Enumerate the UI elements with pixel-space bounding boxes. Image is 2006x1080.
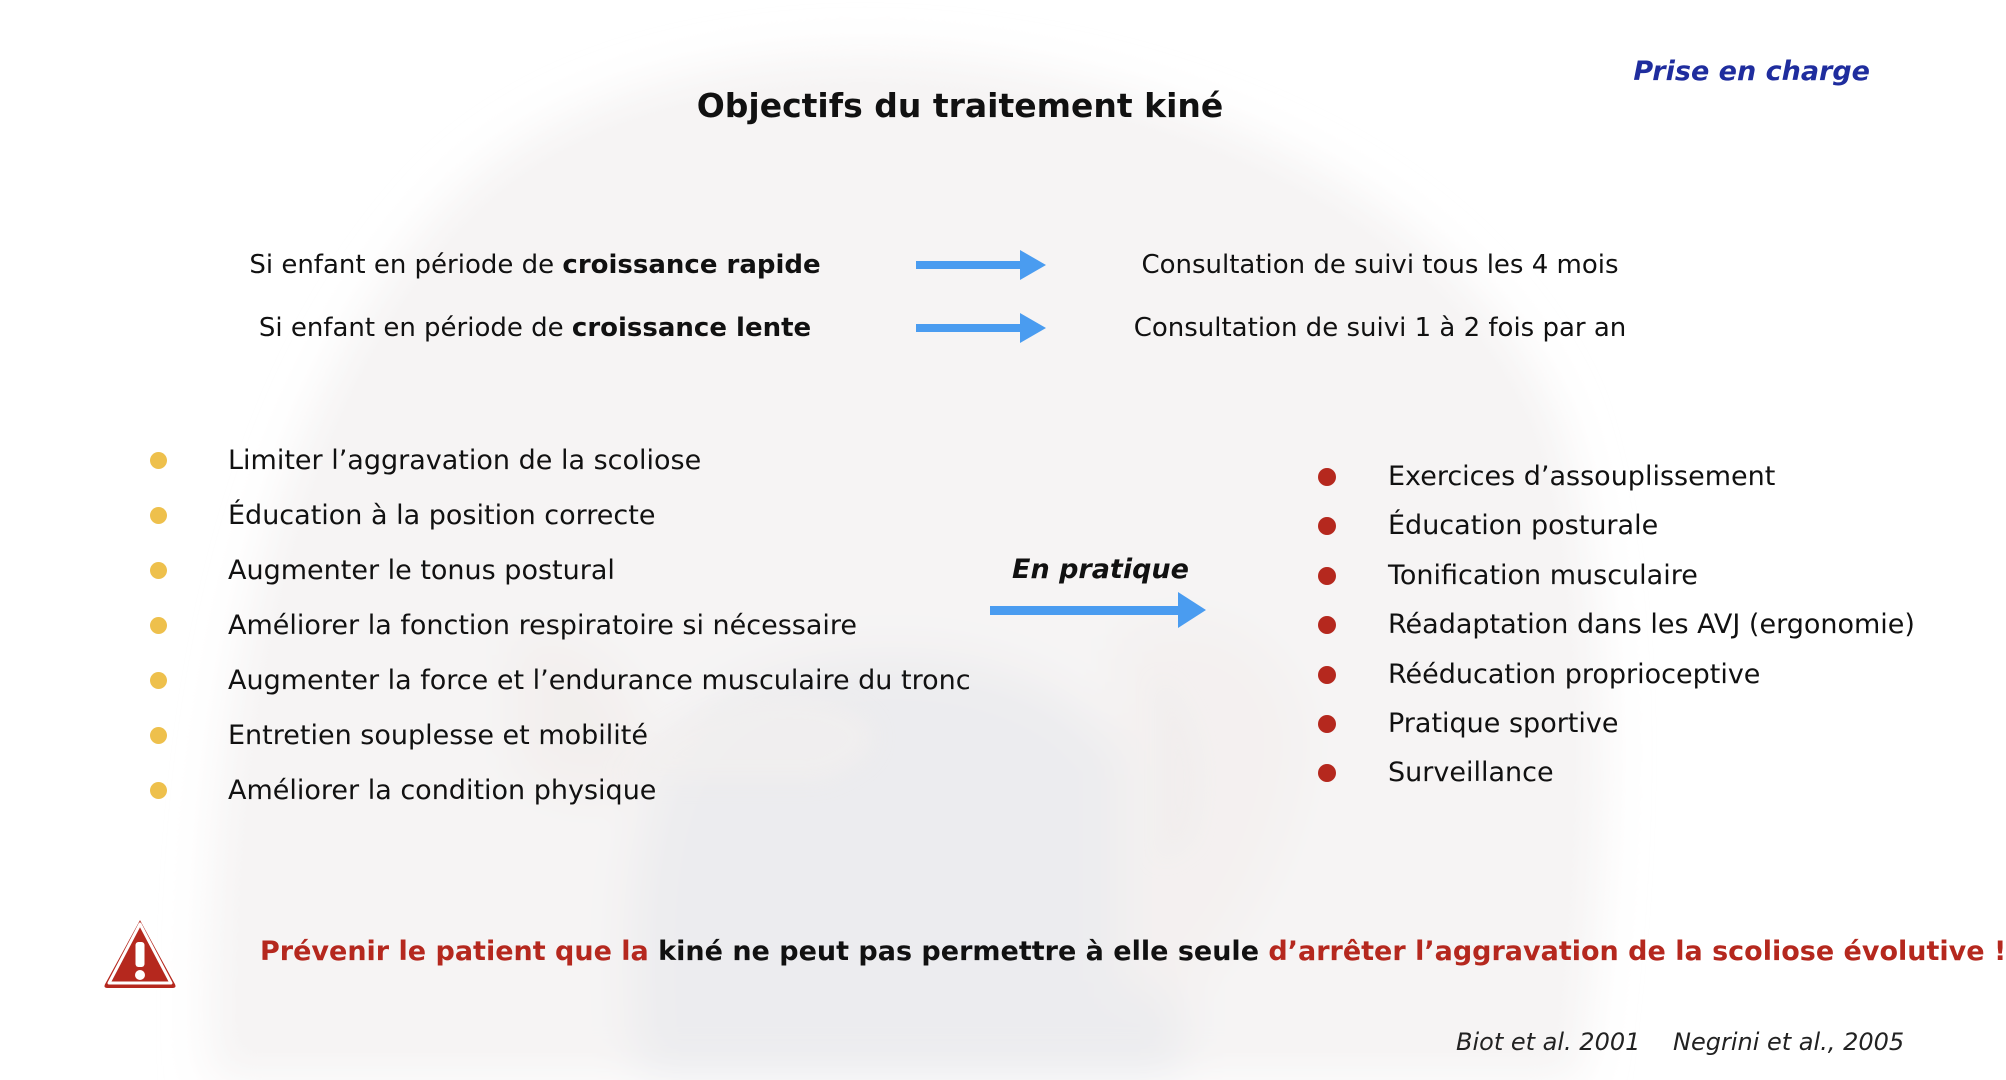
- list-item: [1318, 551, 1915, 600]
- list-item: [146, 653, 971, 708]
- objective-text: Améliorer la condition physique: [228, 775, 657, 806]
- practice-text: Rééducation proprioceptive: [1388, 658, 1761, 690]
- list-item: [1318, 748, 1915, 797]
- growth-condition-emphasis: croissance rapide: [562, 250, 821, 280]
- objective-text: Améliorer la fonction respiratoire si nécessaire: [228, 610, 858, 641]
- list-item: [146, 543, 971, 598]
- warning-triangle-icon: [100, 914, 180, 992]
- bullet-dot-icon: [150, 562, 167, 579]
- list-item: [146, 488, 971, 543]
- bullet-dot-icon: [150, 782, 167, 799]
- growth-condition: [230, 235, 840, 295]
- objective-text: Éducation à la position correcte: [228, 500, 656, 531]
- warning-part-2: kiné ne peut pas permettre à elle seule: [658, 936, 1269, 967]
- section-tag: Prise en charge: [1633, 56, 1870, 87]
- bullet-dot-icon: [150, 617, 167, 634]
- bullet-dot-icon: [150, 727, 167, 744]
- arrow-right-icon: [916, 250, 1046, 280]
- slide-title: Objectifs du traitement kiné: [696, 86, 1224, 125]
- practice-text: Éducation posturale: [1388, 510, 1659, 542]
- list-item: [1318, 650, 1915, 699]
- list-item: [146, 708, 971, 763]
- practice-text: Exercices d’assouplissement: [1388, 461, 1776, 492]
- practice-text: Réadaptation dans les AVJ (ergonomie): [1388, 609, 1915, 641]
- bullet-dot-icon: [1318, 616, 1336, 634]
- reference-citation: Biot et al. 2001: [1456, 1028, 1641, 1056]
- warning-message: [260, 936, 2006, 967]
- practice-list: [1318, 452, 1915, 798]
- en-pratique-label: En pratique: [1012, 554, 1189, 585]
- growth-condition-prefix: Si enfant en période de: [258, 313, 572, 343]
- growth-result: Consultation de suivi 1 à 2 fois par an: [1133, 313, 1627, 343]
- practice-text: Pratique sportive: [1388, 707, 1619, 739]
- practice-text: Surveillance: [1388, 757, 1554, 789]
- arrow-right-icon: [916, 313, 1046, 343]
- list-item: [146, 763, 971, 818]
- bullet-dot-icon: [150, 452, 167, 469]
- bullet-dot-icon: [1318, 666, 1336, 684]
- objective-text: Entretien souplesse et mobilité: [228, 720, 648, 751]
- list-item: [146, 433, 971, 488]
- growth-condition-prefix: Si enfant en période de: [249, 250, 563, 280]
- objective-text: Limiter l’aggravation de la scoliose: [228, 445, 702, 476]
- objective-text: Augmenter le tonus postural: [228, 555, 615, 586]
- growth-condition: [230, 298, 840, 358]
- list-item: [1318, 699, 1915, 748]
- reference-citation: Negrini et al., 2005: [1673, 1028, 1905, 1056]
- bullet-dot-icon: [1318, 567, 1336, 585]
- objectives-list: [146, 433, 971, 818]
- growth-rule-row: [0, 235, 1920, 295]
- bullet-dot-icon: [1318, 517, 1336, 535]
- warning-part-3: d’arrêter l’aggravation de la scoliose évolutive !: [1268, 936, 2006, 967]
- growth-result: Consultation de suivi tous les 4 mois: [1141, 250, 1619, 280]
- objective-text: Augmenter la force et l’endurance musculaire du tronc: [228, 665, 971, 696]
- warning-part-1: Prévenir le patient que la: [260, 936, 659, 967]
- bullet-dot-icon: [1318, 764, 1336, 782]
- growth-condition-emphasis: croissance lente: [571, 313, 812, 343]
- bullet-dot-icon: [1318, 468, 1336, 486]
- practice-text: Tonification musculaire: [1388, 559, 1698, 591]
- bullet-dot-icon: [150, 507, 167, 524]
- bullet-dot-icon: [1318, 715, 1336, 733]
- bullet-dot-icon: [150, 672, 167, 689]
- list-item: [146, 598, 971, 653]
- arrow-right-icon: [990, 592, 1206, 628]
- list-item: [1318, 600, 1915, 649]
- list-item: [1318, 501, 1915, 550]
- growth-rule-row: [0, 298, 1920, 358]
- list-item: [1318, 452, 1915, 501]
